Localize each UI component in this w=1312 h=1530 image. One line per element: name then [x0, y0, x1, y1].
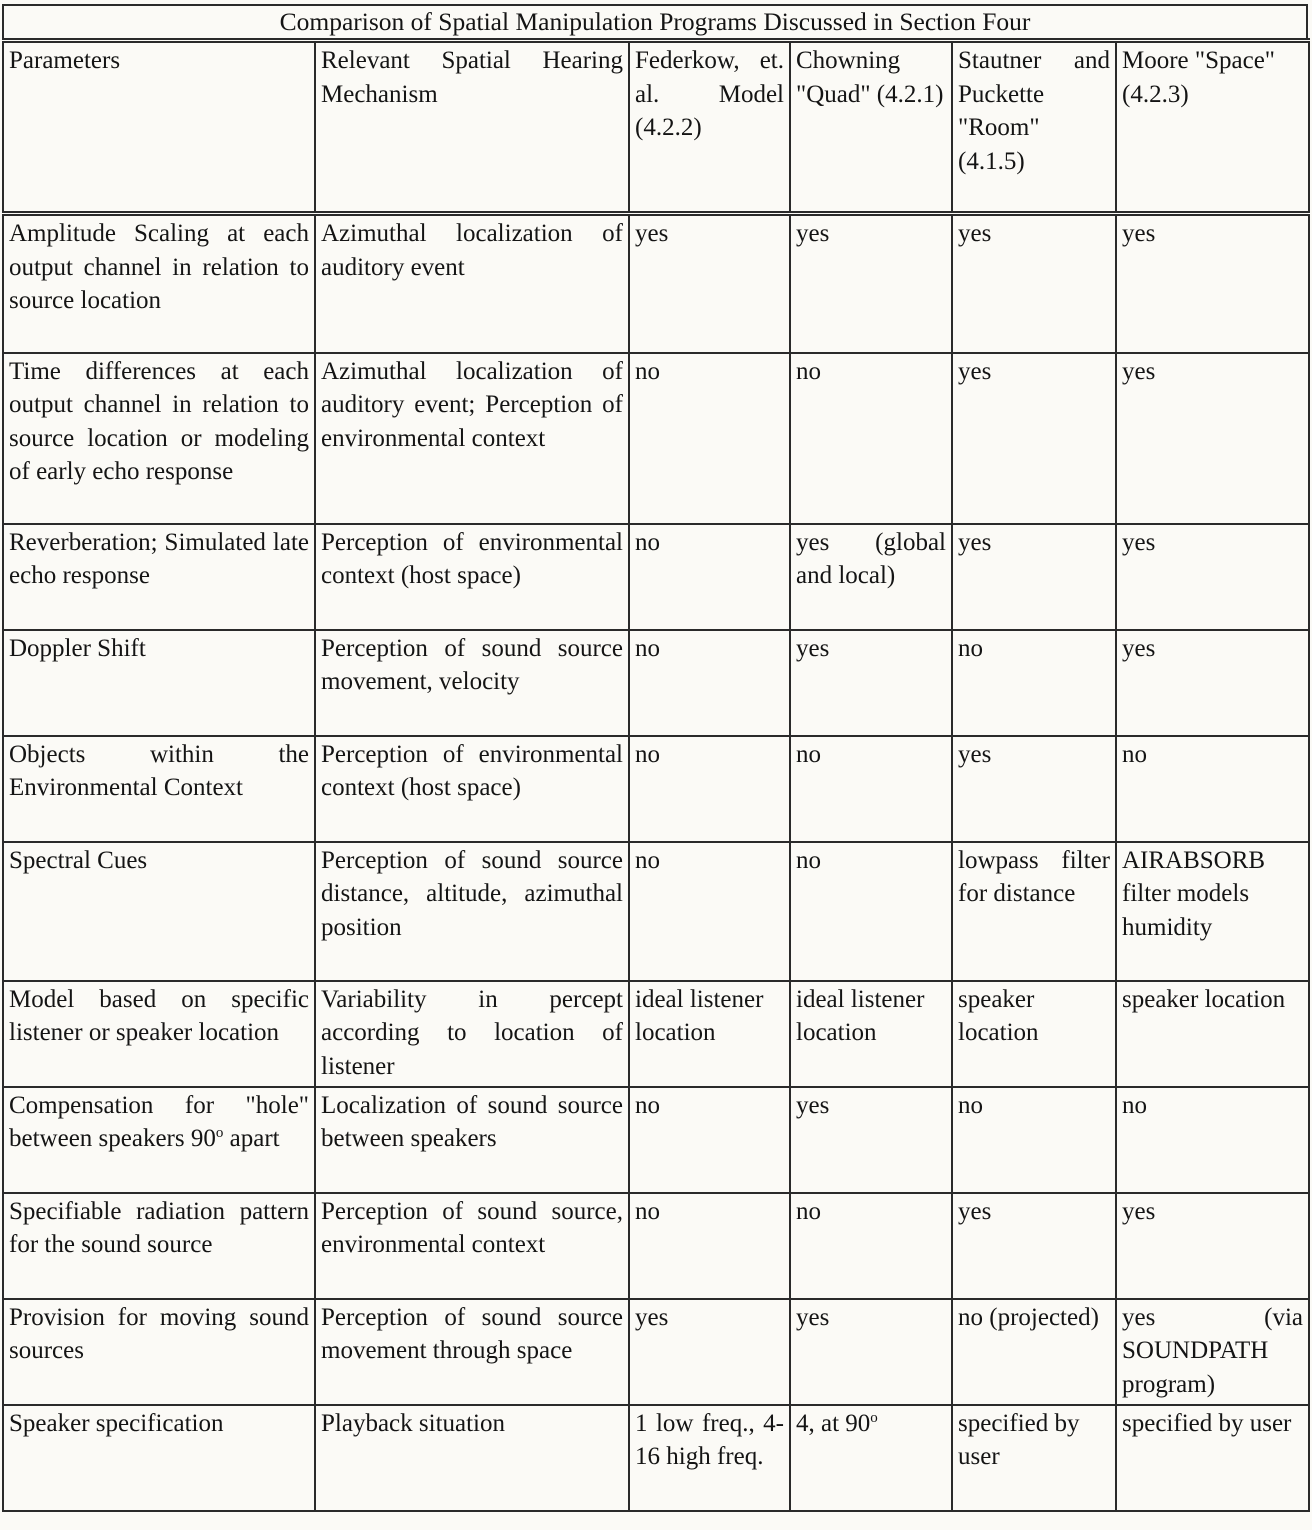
parameter-cell: Speaker specification [3, 1405, 315, 1511]
moore-cell: AIRABSORB filter models humidity [1116, 842, 1309, 981]
parameter-cell: Specifiable radiation pattern for the sound source [3, 1193, 315, 1299]
mechanism-cell: Localization of sound source between speakers [315, 1087, 629, 1193]
stautner-cell: no [952, 1087, 1116, 1193]
chowning-cell: yes [790, 1299, 952, 1405]
table-row [3, 1405, 1309, 1511]
table-row [3, 981, 1309, 1087]
stautner-cell: specified by user [952, 1405, 1116, 1511]
header-cell: Relevant Spatial Hearing Mechanism [315, 41, 629, 214]
mechanism-cell: Perception of sound source movement through space [315, 1299, 629, 1405]
table-row [3, 1299, 1309, 1405]
mechanism-cell: Perception of sound source distance, altitude, azimuthal position [315, 842, 629, 981]
federkow-cell: no [629, 1193, 790, 1299]
moore-cell: yes (via SOUNDPATH program) [1116, 1299, 1309, 1405]
header-cell: Parameters [3, 41, 315, 214]
mechanism-cell: Azimuthal localization of auditory event; Perception of environmental context [315, 353, 629, 524]
moore-cell: no [1116, 736, 1309, 842]
chowning-cell: ideal listener location [790, 981, 952, 1087]
table-row [3, 1193, 1309, 1299]
chowning-cell: no [790, 1193, 952, 1299]
federkow-cell: no [629, 630, 790, 736]
federkow-cell: yes [629, 1299, 790, 1405]
table-row [3, 842, 1309, 981]
mechanism-cell: Playback situation [315, 1405, 629, 1511]
moore-cell: yes [1116, 214, 1309, 353]
stautner-cell: yes [952, 736, 1116, 842]
stautner-cell: no [952, 630, 1116, 736]
moore-cell: yes [1116, 1193, 1309, 1299]
chowning-cell [790, 1405, 952, 1511]
parameter-text: Compensation for "hole" between speakers 90 [9, 1091, 309, 1152]
chowning-cell: yes [790, 214, 952, 353]
moore-cell: yes [1116, 630, 1309, 736]
mechanism-cell: Perception of environmental context (host space) [315, 524, 629, 630]
table-row [3, 736, 1309, 842]
stautner-cell: yes [952, 214, 1116, 353]
parameter-cell: Doppler Shift [3, 630, 315, 736]
mechanism-cell: Azimuthal localization of auditory event [315, 214, 629, 353]
parameter-cell: Reverberation; Simulated late echo response [3, 524, 315, 630]
stautner-cell: yes [952, 524, 1116, 630]
apart-text: apart [229, 1125, 280, 1152]
parameter-cell: Time differences at each output channel in relation to source location or modeling of early echo response [3, 353, 315, 524]
parameter-cell [3, 1087, 315, 1193]
parameter-cell: Model based on specific listener or speaker location [3, 981, 315, 1087]
header-cell: Moore "Space" (4.2.3) [1116, 41, 1309, 214]
moore-cell: yes [1116, 524, 1309, 630]
parameter-cell: Provision for moving sound sources [3, 1299, 315, 1405]
parameter-cell: Objects within the Environmental Context [3, 736, 315, 842]
table-row [3, 1087, 1309, 1193]
table-row [3, 353, 1309, 524]
chowning-cell: no [790, 353, 952, 524]
degree-mark: o [215, 1125, 224, 1141]
stautner-cell: lowpass filter for distance [952, 842, 1116, 981]
speaker-count-text: 4, at 90 [796, 1409, 871, 1437]
chowning-cell: yes [790, 1087, 952, 1193]
mechanism-cell: Perception of sound source movement, velocity [315, 630, 629, 736]
table-row [3, 214, 1309, 353]
stautner-cell: no (projected) [952, 1299, 1116, 1405]
parameter-cell: Spectral Cues [3, 842, 315, 981]
federkow-cell: 1 low freq., 4-16 high freq. [629, 1405, 790, 1511]
federkow-cell: no [629, 1087, 790, 1193]
document-page [2, 4, 1308, 1512]
header-row [3, 41, 1309, 214]
stautner-cell: speaker location [952, 981, 1116, 1087]
header-cell: Stautner and Puckette "Room" (4.1.5) [952, 41, 1116, 214]
moore-cell: specified by user [1116, 1405, 1309, 1511]
chowning-cell: no [790, 736, 952, 842]
mechanism-cell: Perception of sound source, environmental context [315, 1193, 629, 1299]
degree-mark: o [870, 1409, 878, 1426]
federkow-cell: ideal listener location [629, 981, 790, 1087]
federkow-cell: yes [629, 214, 790, 353]
comparison-table [2, 38, 1310, 1512]
table-title: Comparison of Spatial Manipulation Programs Discussed in Section Four [2, 4, 1308, 38]
federkow-cell: no [629, 842, 790, 981]
table-row [3, 630, 1309, 736]
mechanism-cell: Perception of environmental context (host space) [315, 736, 629, 842]
federkow-cell: no [629, 353, 790, 524]
chowning-cell: yes [790, 630, 952, 736]
moore-cell: speaker location [1116, 981, 1309, 1087]
mechanism-cell: Variability in percept according to location of listener [315, 981, 629, 1087]
stautner-cell: yes [952, 353, 1116, 524]
parameter-cell: Amplitude Scaling at each output channel in relation to source location [3, 214, 315, 353]
federkow-cell: no [629, 736, 790, 842]
chowning-cell: no [790, 842, 952, 981]
table-row [3, 524, 1309, 630]
moore-cell: no [1116, 1087, 1309, 1193]
header-cell: Federkow, et. al. Model (4.2.2) [629, 41, 790, 214]
moore-cell: yes [1116, 353, 1309, 524]
stautner-cell: yes [952, 1193, 1116, 1299]
federkow-cell: no [629, 524, 790, 630]
header-cell: Chowning "Quad" (4.2.1) [790, 41, 952, 214]
chowning-cell: yes (global and local) [790, 524, 952, 630]
